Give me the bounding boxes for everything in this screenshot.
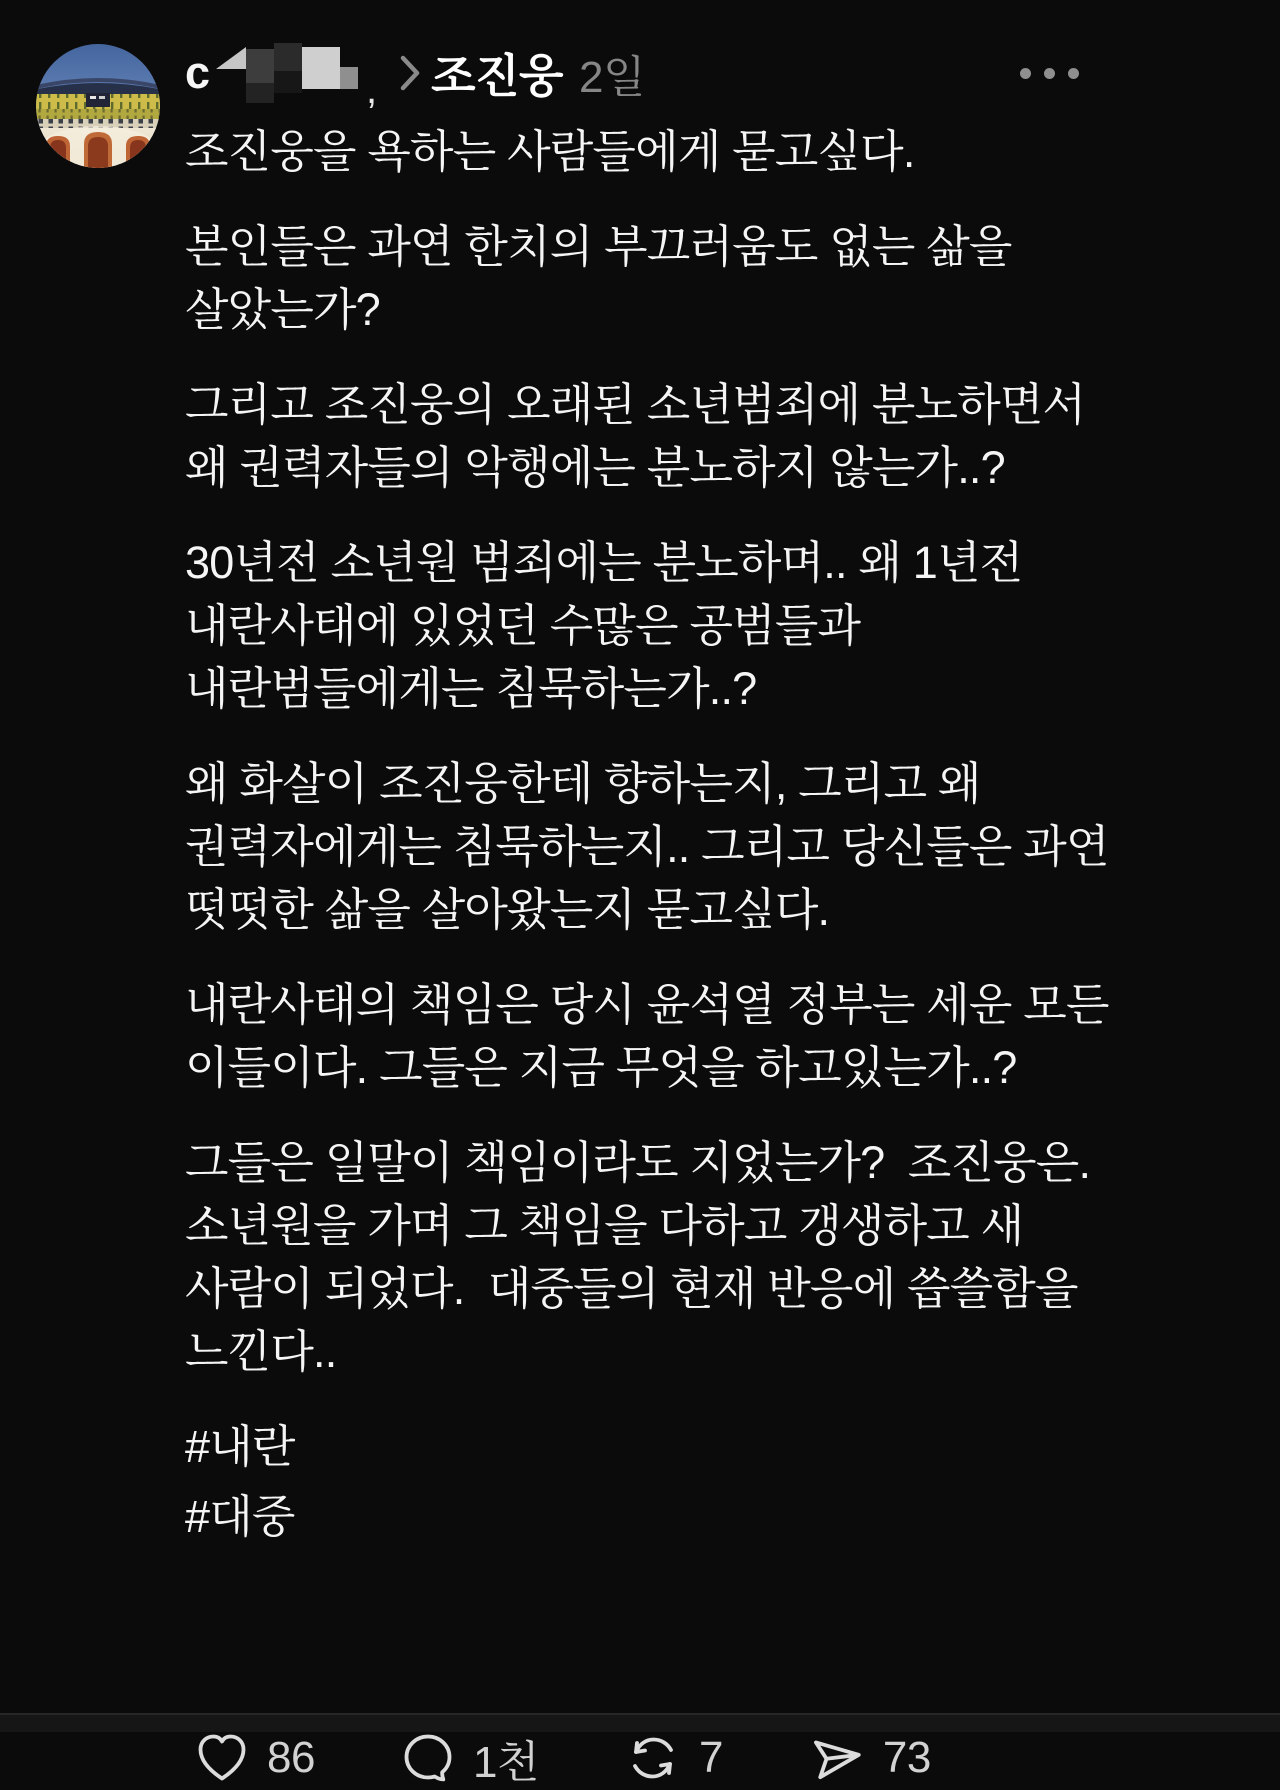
- dot: [1068, 68, 1079, 79]
- more-options-button[interactable]: [1016, 58, 1083, 89]
- username[interactable]: [185, 41, 378, 112]
- comment-icon: [401, 1731, 455, 1785]
- post-body: [185, 120, 1135, 1548]
- chevron-right-icon: [399, 54, 421, 92]
- post-paragraph: 30년전 소년원 범죄에는 분노하며.. 왜 1년전 내란사태에 있었던 수많은 공범들과 내란범들에게는 침묵하는가..?: [185, 537, 1035, 714]
- action-bar: [195, 1726, 1135, 1790]
- username-redaction-mosaic: [212, 41, 360, 105]
- avatar[interactable]: [36, 44, 160, 168]
- repost-count: 7: [698, 1733, 723, 1782]
- next-post-strip: [0, 1715, 1280, 1732]
- repost-icon: [625, 1731, 681, 1785]
- share-count: 73: [882, 1733, 931, 1782]
- heart-icon: [195, 1731, 249, 1785]
- dot: [1020, 68, 1031, 79]
- palace-avatar-image: [36, 44, 160, 168]
- dot: [1044, 68, 1055, 79]
- username-visible-text: c: [185, 47, 211, 98]
- avatar-column: [0, 44, 185, 1790]
- post-content-column: [185, 44, 1280, 1790]
- post-paragraph: 내란사태의 책임은 당시 윤석열 정부는 세운 모든 이들이다. 그들은 지금 무엇을 하고있는가..?: [185, 979, 1121, 1093]
- comment-button[interactable]: [401, 1726, 539, 1790]
- share-button[interactable]: [809, 1731, 931, 1785]
- send-icon: [809, 1731, 865, 1785]
- user-line: [185, 40, 645, 112]
- comment-count: 1천: [472, 1738, 539, 1787]
- hashtag-link[interactable]: #대중: [185, 1491, 295, 1542]
- like-count: 86: [267, 1733, 315, 1782]
- post-paragraph: 조진웅을 욕하는 사람들에게 묻고싶다.: [185, 126, 915, 177]
- username-trailing-mark: ,: [366, 68, 378, 112]
- post-paragraph: 그리고 조진웅의 오래된 소년범죄에 분노하면서 왜 권력자들의 악행에는 분노하지 않는가..?: [185, 379, 1097, 493]
- post-header: [185, 44, 1135, 112]
- post-paragraph: 그들은 일말이 책임이라도 지었는가? 조진웅은. 소년원을 가며 그 책임을 다하고 갱생하고 새 사람이 되었다. 대중들의 현재 반응에 씁쓸함을 느낀다..: [185, 1137, 1102, 1377]
- repost-button[interactable]: [625, 1731, 723, 1785]
- like-button[interactable]: [195, 1731, 315, 1785]
- post-paragraph: 본인들은 과연 한치의 부끄러움도 없는 삶을 살았는가?: [185, 221, 1024, 335]
- topic-tag[interactable]: 조진웅: [431, 50, 563, 102]
- timestamp: 2일: [578, 53, 645, 102]
- hashtag-link[interactable]: #내란: [185, 1421, 295, 1472]
- post-paragraph: 왜 화살이 조진웅한테 향하는지, 그리고 왜 권력자에게는 침묵하는지.. 그리고 당신들은 과연 떳떳한 삶을 살아왔는지 묻고싶다.: [185, 758, 1121, 935]
